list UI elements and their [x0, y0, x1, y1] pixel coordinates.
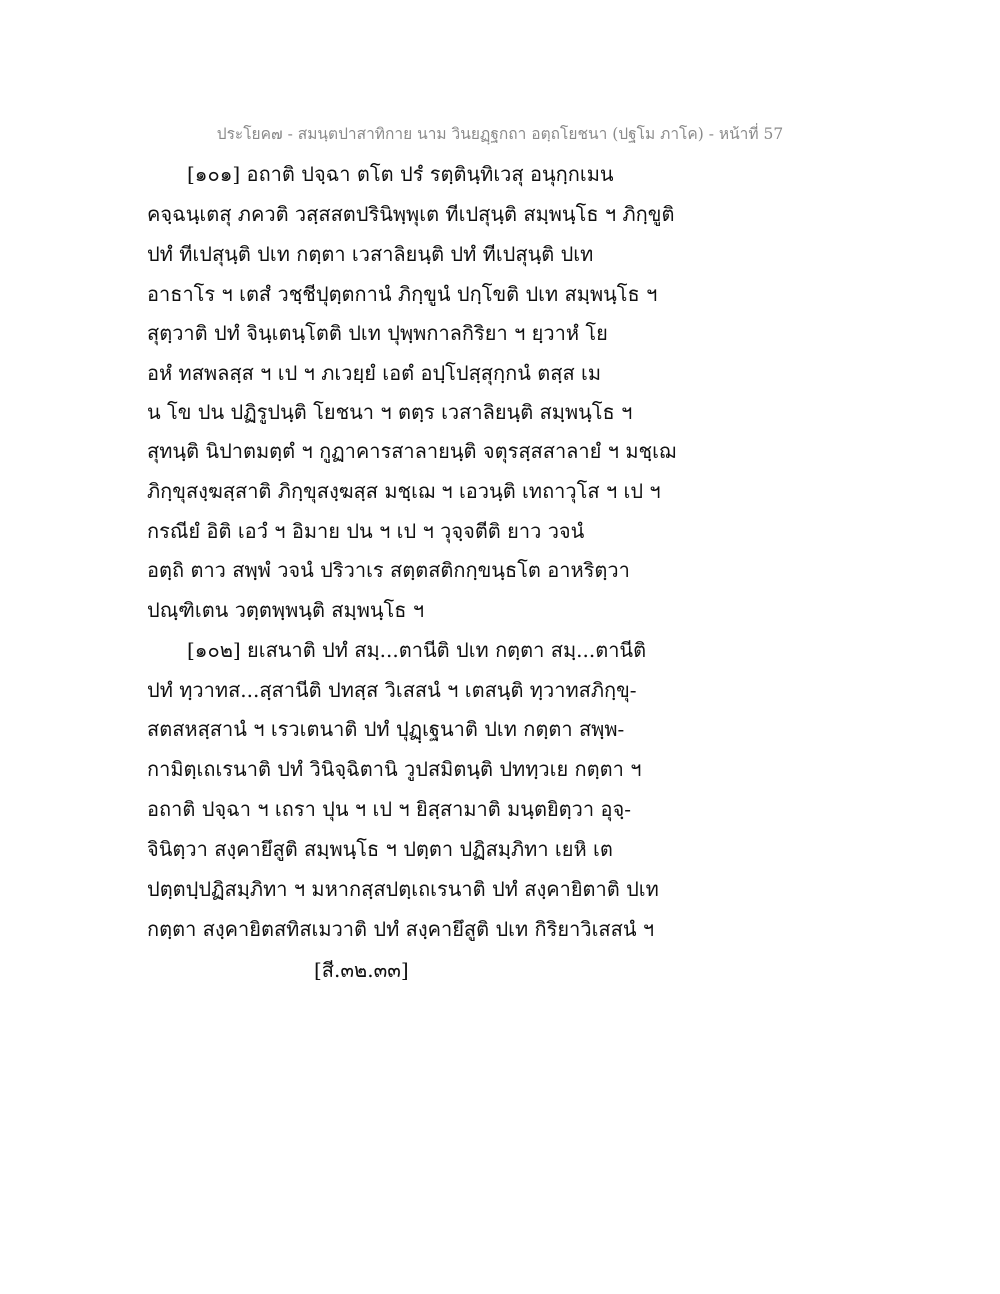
page-header: ประโยค๗ - สมนฺตปาสาทิกาย นาม วินยฏฺฐกถา อตฺถโยชนา (ปฐโม ภาโค) - หน้าที่ 57 — [216, 125, 784, 143]
text-line: สุตฺวาติ ปทํ จินฺเตนฺโตติ ปเท ปุพฺพกาลกิริยา ฯ ยฺวาหํ โย — [147, 321, 608, 345]
text-line: น โข ปน ปฏิรูปนฺติ โยชนา ฯ ตตฺร เวสาลิยนฺติ สมฺพนฺโธ ฯ — [147, 400, 633, 424]
text-line: อตฺถิ ตาว สพฺพํ วจนํ ปริวาเร สตฺตสติกกฺขนฺธโต อาหริตฺวา — [147, 558, 630, 582]
text-line: ปตฺตปฺปฏิสมฺภิทา ฯ มหากสฺสปตฺเถเรนาติ ปทํ สงฺคายิตาติ ปเท — [147, 877, 659, 901]
source-reference: [สี.๓๒.๓๓] — [314, 958, 409, 982]
text-line: ปทํ ทีเปสุนฺติ ปเท กตฺตา เวสาลิยนฺติ ปทํ ทีเปสุนฺติ ปเท — [147, 242, 594, 266]
text-line: สุทนฺติ นิปาตมตฺตํ ฯ กูฏาคารสาลายนฺติ จตุรสฺสสาลายํ ฯ มชฺเฌ — [147, 439, 677, 463]
text-line: ปณฺฑิเตน วตฺตพฺพนฺติ สมฺพนฺโธ ฯ — [147, 598, 425, 622]
text-line: [๑๐๑] อถาติ ปจฺฉา ตโต ปรํ รตฺตินฺทิเวสุ อนุกฺกเมน — [187, 162, 614, 186]
text-line: กตฺตา สงฺคายิตสทิสเมวาติ ปทํ สงฺคายึสูติ ปเท กิริยาวิเสสนํ ฯ — [147, 917, 655, 941]
text-line: จินิตฺวา สงฺคายึสูติ สมฺพนฺโธ ฯ ปตฺตา ปฏิสมฺภิทา เยหิ เต — [147, 837, 613, 861]
text-line: ภิกฺขุสงฺฆสฺสาติ ภิกฺขุสงฺฆสฺส มชฺเฌ ฯ เอวนฺติ เทถาวุโส ฯ เป ฯ — [147, 479, 661, 503]
text-line: อถาติ ปจฺฉา ฯ เถรา ปุน ฯ เป ฯ ยิสฺสามาติ มนฺตยิตฺวา อุจฺ- — [147, 797, 631, 821]
text-line: คจฺฉนฺเตสุ ภควติ วสฺสสตปรินิพฺพุเต ทีเปสุนฺติ สมฺพนฺโธ ฯ ภิกฺขูติ — [147, 202, 675, 226]
text-line: อาธาโร ฯ เตสํ วชฺชีปุตฺตกานํ ภิกฺขูนํ ปกฺโขติ ปเท สมฺพนฺโธ ฯ — [147, 282, 658, 306]
text-line: [๑๐๒] ยเสนาติ ปทํ สมฺ...ตานีติ ปเท กตฺตา สมฺ...ตานีติ — [187, 638, 647, 662]
text-line: อหํ ทสพลสฺส ฯ เป ฯ ภเวยฺยํ เอตํ อปฺโปสฺสุกฺกนํ ตสฺส เม — [147, 361, 602, 385]
text-line: กรณียํ อิติ เอวํ ฯ อิมาย ปน ฯ เป ฯ วุจฺจตีติ ยาว วจนํ — [147, 519, 585, 543]
text-line: กามิตฺเถเรนาติ ปทํ วินิจฺฉิตานิ วูปสมิตนฺติ ปททฺวเย กตฺตา ฯ — [147, 757, 642, 781]
text-line: ปทํ ทฺวาทส...สฺสานีติ ปทสฺส วิเสสนํ ฯ เตสนฺติ ทฺวาทสภิกฺขุ- — [147, 678, 637, 702]
text-line: สตสหสฺสานํ ฯ เรวเตนาติ ปทํ ปุฏฺเฐนาติ ปเท กตฺตา สพฺพ- — [147, 717, 625, 741]
